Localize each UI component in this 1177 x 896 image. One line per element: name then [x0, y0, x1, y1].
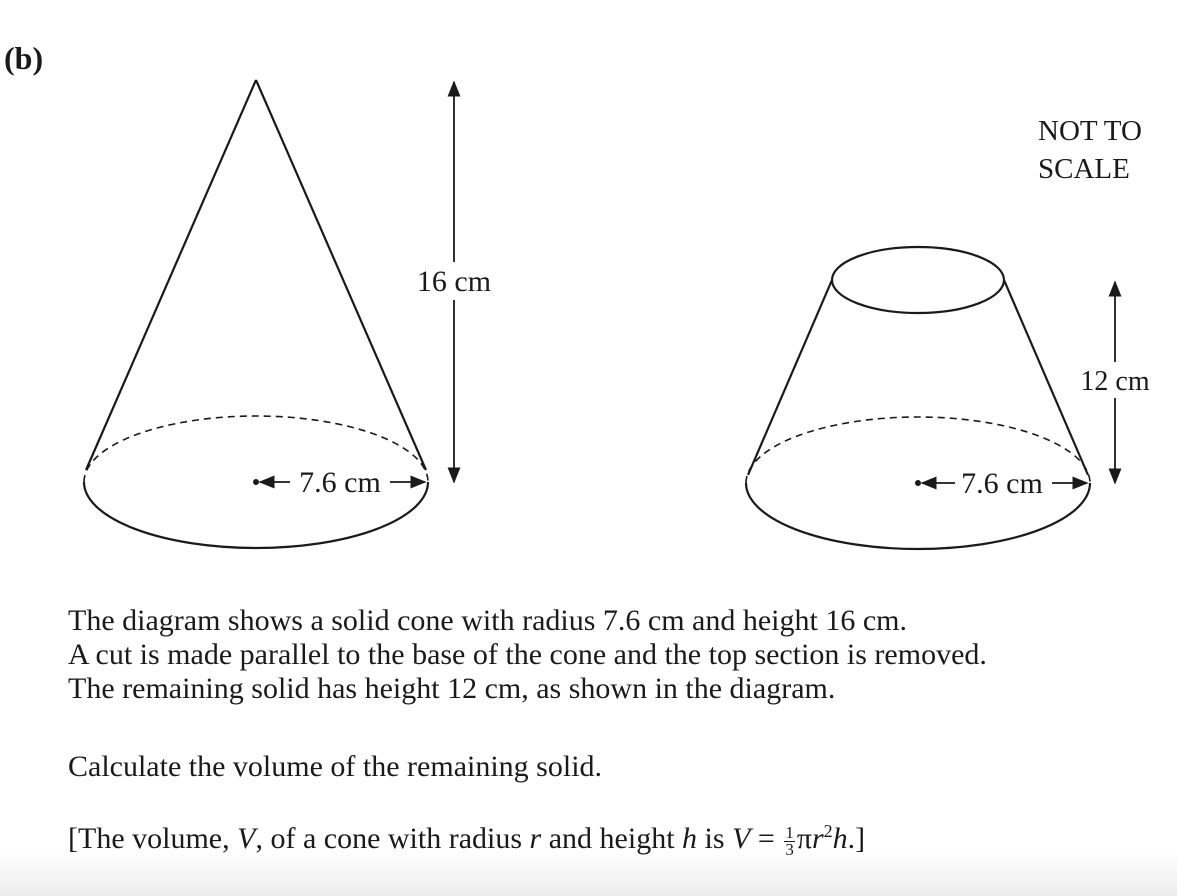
- frustum-left-edge: [748, 280, 832, 475]
- question: Calculate the volume of the remaining solid.: [68, 750, 603, 783]
- description-line-1: The diagram shows a solid cone with radius 7.6 cm and height 16 cm.: [68, 604, 907, 637]
- description: [68, 604, 987, 706]
- exponent: 2: [823, 821, 833, 841]
- cone-height-label: 16 cm: [416, 265, 492, 298]
- frustum-centre-dot: [915, 480, 921, 486]
- scale-note-line-1: NOT TO: [1038, 115, 1142, 147]
- frustum-right-edge: [1004, 280, 1088, 475]
- formula-line: [The volume, V, of a cone with radius r and height h is V = $\frac{1}{3}$ $\pi r^2h$.]: [68, 821, 866, 859]
- frustum-radius-label: 7.6 cm: [961, 467, 1043, 500]
- scale-note-line-2: SCALE: [1038, 153, 1130, 185]
- description-line-3: The remaining solid has height 12 cm, as shown in the diagram.: [68, 672, 836, 705]
- part-label: (b): [4, 40, 44, 76]
- frustum-height-label: 12 cm: [1080, 366, 1150, 397]
- cone-centre-dot: [253, 479, 259, 485]
- cone-radius-label: 7.6 cm: [299, 466, 381, 499]
- frustum: [746, 247, 1090, 549]
- cone-left-edge: [86, 80, 256, 470]
- description-line-2: A cut is made parallel to the base of the cone and the top section is removed.: [68, 638, 987, 671]
- one-third-fraction: $\frac{1}{3}$: [785, 822, 794, 859]
- cone-right-edge: [256, 80, 426, 470]
- pi-symbol: π: [796, 822, 812, 855]
- formula-volume-symbol: V: [732, 822, 751, 855]
- frustum-top: [832, 247, 1004, 313]
